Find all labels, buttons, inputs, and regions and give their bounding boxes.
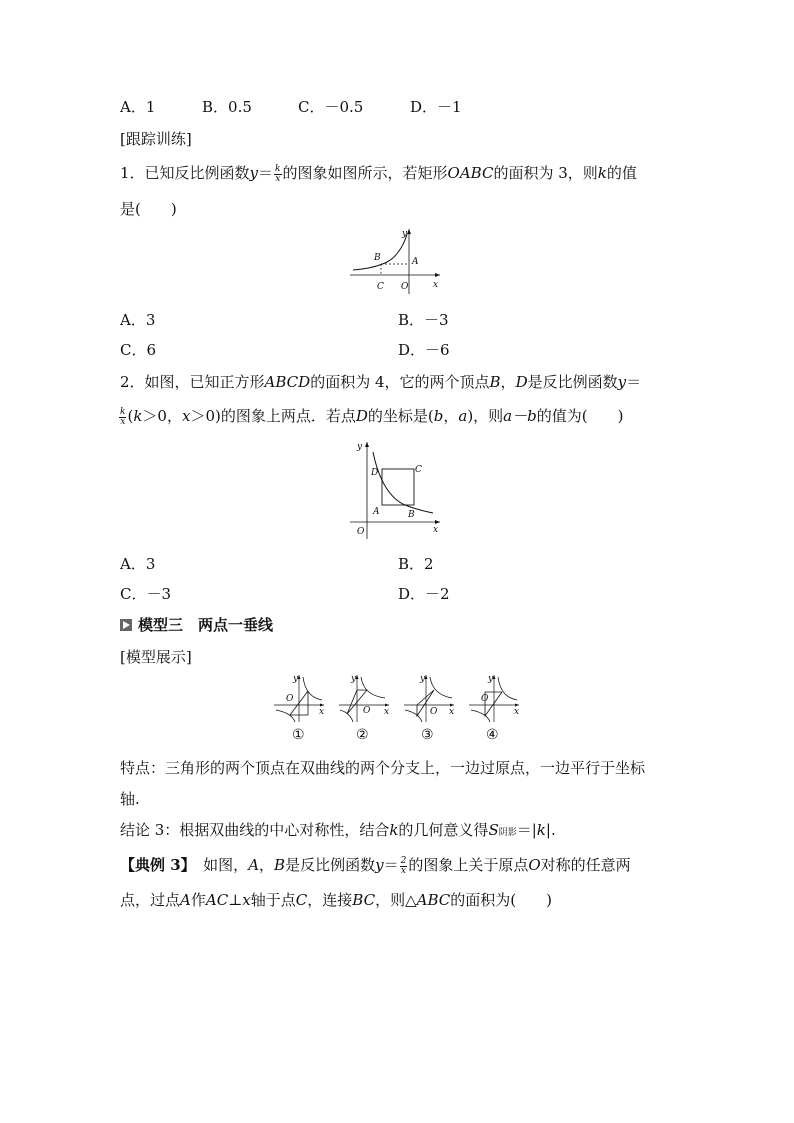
q1-label-y: y [402,229,408,239]
q1-label-x: x [433,280,439,290]
svg-text:y: y [293,674,299,684]
conclusion-3: 结论 3：根据双曲线的中心对称性，结合k的几何意义得S阴影＝|k|. [120,821,556,839]
svg-text:y: y [420,674,426,684]
model-label-4: ④ [486,727,499,743]
q1-option-b: B．－3 [398,311,449,329]
q1-label-b: B [374,253,381,263]
q2-label-d: D [371,468,379,478]
q1-option-a: A．3 [120,311,156,329]
q2-label-c: C [415,465,422,475]
example3-line1: 【典例 3】 如图，A，B是反比例函数y＝ $\frac{2}{x}$ 的图象上关于原点O对称的任意两 [120,855,631,876]
q1-option-d: D．－6 [398,341,450,359]
example3-line2: 点，过点A作AC⊥x轴于点C，连接BC，则△ABC的面积为( ) [120,891,552,909]
q2-option-b: B．2 [398,555,434,573]
q2-line1: 2．如图，已知正方形ABCD的面积为 4，它的两个顶点B，D是反比例函数y＝ [120,373,642,391]
q1-line2: 是( ) [120,200,177,218]
play-icon [120,619,132,631]
q1-line1: 1．已知反比例函数y＝ $\frac{k}{x}$ 的图象如图所示，若矩形OABC的面积为 3，则k的值 [120,163,637,184]
svg-text:x: x [384,707,390,717]
option-d: D．－1 [410,98,462,116]
q2-option-d: D．－2 [398,585,450,603]
model-label-3: ③ [421,727,434,743]
q2-option-a: A．3 [120,555,156,573]
model-diagram-4 [467,672,522,722]
svg-text:x: x [319,707,325,717]
model-diagram-3 [402,672,457,722]
q1-graph [345,226,445,296]
svg-text:O: O [430,707,438,717]
model-diagram-1 [272,672,327,722]
svg-text:y: y [351,674,357,684]
q2-label-b: B [408,510,415,520]
option-a: A．1 [120,98,156,116]
q2-label-a: A [373,507,380,517]
model3-header: 模型三 两点一垂线 [120,615,273,635]
svg-text:x: x [514,707,520,717]
section-follow-up: [跟踪训练] [120,130,192,148]
model-label-2: ② [356,727,369,743]
q2-option-c: C．－3 [120,585,172,603]
q1-label-o: O [401,282,409,292]
option-c: C．－0.5 [298,98,364,116]
model-show: [模型展示] [120,648,192,666]
q2-line2: $\frac{k}{x}$ (k＞0，x＞0)的图象上两点．若点D的坐标是(b，a)，则a－b的值为( ) [120,406,624,427]
feature-line2: 轴. [120,790,140,808]
svg-text:y: y [488,674,494,684]
svg-text:O: O [363,706,371,716]
option-b: B．0.5 [202,98,252,116]
svg-text:O: O [481,694,489,704]
model-label-1: ① [292,727,305,743]
model-diagram-2 [337,672,392,722]
q2-label-y: y [357,442,363,452]
q1-label-c: C [377,282,384,292]
q2-label-x: x [433,525,439,535]
q1-label-a: A [412,257,419,267]
svg-text:x: x [449,707,455,717]
q1-option-c: C．6 [120,341,157,359]
svg-text:O: O [286,694,294,704]
q2-graph [345,437,445,542]
q2-label-o: O [357,527,365,537]
feature-line1: 特点：三角形的两个顶点在双曲线的两个分支上，一边过原点，一边平行于坐标 [120,759,646,777]
